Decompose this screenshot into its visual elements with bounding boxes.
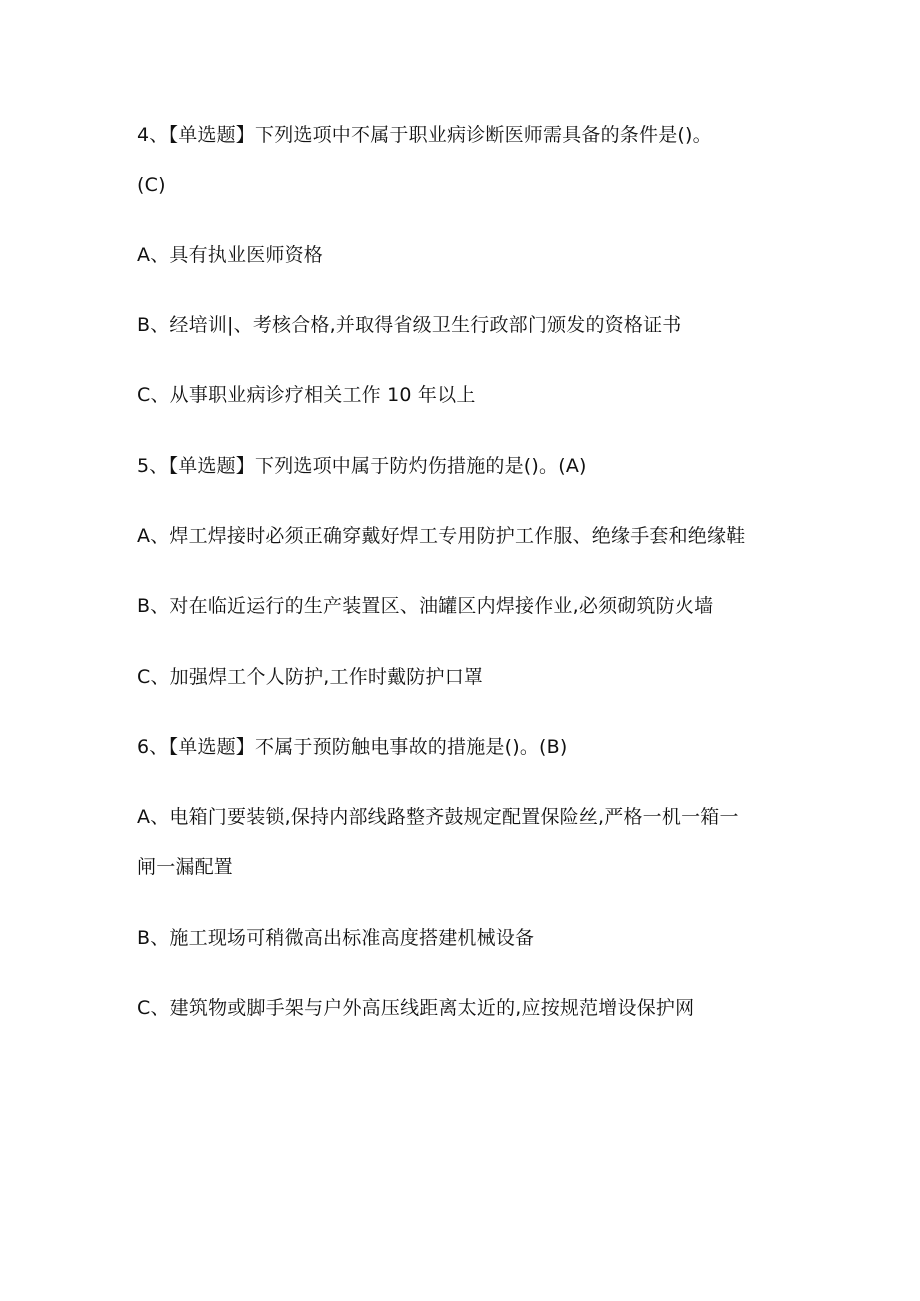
question-6-stem: 6、【单选题】不属于预防触电事故的措施是()。(B) bbox=[137, 736, 568, 758]
question-5-option-b: B、对在临近运行的生产装置区、油罐区内焊接作业,必须砌筑防火墙 bbox=[137, 595, 714, 617]
question-6-option-c: C、建筑物或脚手架与户外高压线距离太近的,应按规范增设保护网 bbox=[137, 997, 695, 1019]
question-4-answer: (C) bbox=[137, 174, 166, 196]
question-6-option-a-continued: 闸一漏配置 bbox=[137, 856, 234, 878]
question-5-option-c: C、加强焊工个人防护,工作时戴防护口罩 bbox=[137, 666, 484, 688]
question-4-stem: 4、【单选题】下列选项中不属于职业病诊断医师需具备的条件是()。 bbox=[137, 124, 712, 146]
question-4-option-c: C、从事职业病诊疗相关工作 10 年以上 bbox=[137, 384, 476, 406]
question-5-stem: 5、【单选题】下列选项中属于防灼伤措施的是()。(A) bbox=[137, 455, 587, 477]
question-4-option-b: B、经培训|、考核合格,并取得省级卫生行政部门颁发的资格证书 bbox=[137, 314, 682, 336]
question-6-option-a: A、电箱门要装锁,保持内部线路整齐鼓规定配置保险丝,严格一机一箱一 bbox=[137, 806, 739, 828]
question-4-option-a: A、具有执业医师资格 bbox=[137, 244, 323, 266]
question-6-option-b: B、施工现场可稍微高出标准高度搭建机械设备 bbox=[137, 927, 535, 949]
question-5-option-a: A、焊工焊接时必须正确穿戴好焊工专用防护工作服、绝缘手套和绝缘鞋 bbox=[137, 525, 746, 547]
